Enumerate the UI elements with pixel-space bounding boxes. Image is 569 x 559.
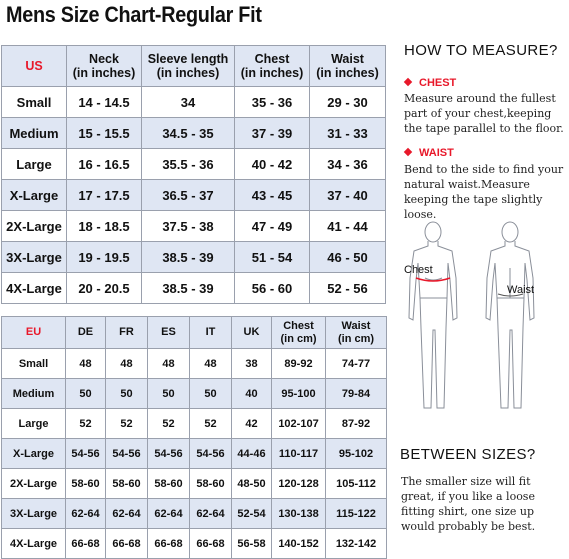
eu-table-cell: 105-112 [326,469,387,499]
us-table-cell: 17 - 17.5 [67,180,142,211]
eu-table-cell: 66-68 [148,529,190,559]
us-table-cell: 43 - 45 [235,180,310,211]
us-header-cell [235,46,310,87]
eu-table-cell: 56-58 [232,529,272,559]
us-table-cell: 47 - 49 [235,211,310,242]
how-to-measure-heading: HOW TO MEASURE? [404,42,558,59]
eu-size-label: Large [2,409,66,439]
eu-table-cell: 54-56 [106,439,148,469]
eu-table-cell: 48 [106,349,148,379]
eu-table-cell: 54-56 [148,439,190,469]
us-table-row [2,149,386,180]
eu-table-cell: 140-152 [272,529,326,559]
us-header-text: (in inches) [316,66,379,80]
eu-header-cell [66,317,106,349]
eu-table-cell: 54-56 [190,439,232,469]
eu-table-row [2,349,387,379]
us-size-label: X-Large [2,180,67,211]
eu-header-text: DE [77,326,94,338]
us-header-text: US [25,59,43,73]
eu-header-text: Waist [341,319,371,332]
figure-waist-label: Waist [507,284,535,296]
eu-table-cell: 50 [190,379,232,409]
eu-table-cell: 74-77 [326,349,387,379]
eu-table-row [2,379,387,409]
eu-table-cell: 52 [190,409,232,439]
us-table-cell: 20 - 20.5 [67,273,142,304]
eu-table-cell: 130-138 [272,499,326,529]
eu-size-label: Small [2,349,66,379]
eu-table-cell: 50 [106,379,148,409]
front-figure [409,222,457,408]
us-header-text: Sleeve length [147,52,229,66]
us-table-cell: 31 - 33 [310,118,386,149]
us-table-cell: 16 - 16.5 [67,149,142,180]
eu-table-cell: 110-117 [272,439,326,469]
eu-table-cell: 52-54 [232,499,272,529]
eu-table-cell: 54-56 [66,439,106,469]
eu-table-cell: 48 [148,349,190,379]
eu-table-cell: 58-60 [106,469,148,499]
eu-table-cell: 62-64 [66,499,106,529]
eu-table-row [2,409,387,439]
us-table-cell: 46 - 50 [310,242,386,273]
us-table-row [2,118,386,149]
chest-label: CHEST [419,77,457,89]
eu-table-cell: 52 [106,409,148,439]
eu-table-cell: 50 [148,379,190,409]
back-figure [486,222,534,408]
eu-table-cell: 102-107 [272,409,326,439]
between-sizes-heading: BETWEEN SIZES? [400,446,536,463]
us-table-cell: 19 - 19.5 [67,242,142,273]
figure-chest-label: Chest [404,264,433,276]
us-table-cell: 34 - 36 [310,149,386,180]
us-table-row [2,273,386,304]
eu-table-cell: 66-68 [66,529,106,559]
us-table-cell: 36.5 - 37 [142,180,235,211]
us-table-row [2,211,386,242]
eu-table-cell: 40 [232,379,272,409]
us-table-cell: 29 - 30 [310,87,386,118]
eu-table-cell: 95-100 [272,379,326,409]
us-table-cell: 51 - 54 [235,242,310,273]
eu-table-cell: 95-102 [326,439,387,469]
us-header-text: (in inches) [72,66,136,80]
eu-table-cell: 52 [66,409,106,439]
eu-size-label: 3X-Large [2,499,66,529]
eu-table-row [2,469,387,499]
chart-title: Mens Size Chart-Regular Fit [6,2,262,27]
us-table-cell: 37 - 39 [235,118,310,149]
eu-table-cell: 87-92 [326,409,387,439]
eu-table-cell: 132-142 [326,529,387,559]
us-table-cell: 56 - 60 [235,273,310,304]
waist-label: WAIST [419,147,454,159]
us-size-label: 3X-Large [2,242,67,273]
eu-table-cell: 58-60 [66,469,106,499]
us-size-label: 2X-Large [2,211,67,242]
us-header-text: Neck [89,52,119,66]
us-header-text: (in inches) [156,66,220,80]
eu-table-row [2,439,387,469]
eu-size-label: 2X-Large [2,469,66,499]
eu-table-cell: 42 [232,409,272,439]
eu-header-cell [272,317,326,349]
us-size-label: Large [2,149,67,180]
us-table-cell: 52 - 56 [310,273,386,304]
us-table-cell: 38.5 - 39 [142,273,235,304]
eu-table-cell: 50 [66,379,106,409]
eu-header-text: ES [161,326,176,338]
eu-table-cell: 58-60 [190,469,232,499]
waist-subheading [405,147,454,159]
us-table-cell: 35 - 36 [235,87,310,118]
eu-table-cell: 120-128 [272,469,326,499]
eu-table-cell: 79-84 [326,379,387,409]
us-table-row [2,87,386,118]
us-header-cell [310,46,386,87]
eu-table-row [2,499,387,529]
us-table-row [2,242,386,273]
us-table-cell: 37 - 40 [310,180,386,211]
eu-header-cell [190,317,232,349]
eu-table-row [2,529,387,559]
chest-subheading [405,77,456,89]
eu-size-label: X-Large [2,439,66,469]
eu-table-cell: 66-68 [190,529,232,559]
eu-header-text: IT [205,326,216,338]
eu-table-cell: 62-64 [106,499,148,529]
us-table-cell: 41 - 44 [310,211,386,242]
eu-size-table [1,316,387,559]
chest-instructions: Measure around the fullest part of your chest,keeping the tape parallel to the floor. [404,92,564,135]
eu-table-cell: 89-92 [272,349,326,379]
us-table-cell: 38.5 - 39 [142,242,235,273]
us-table-cell: 37.5 - 38 [142,211,235,242]
us-table-cell: 40 - 42 [235,149,310,180]
us-table-cell: 14 - 14.5 [67,87,142,118]
eu-header-text: (in cm) [280,332,317,345]
eu-table-cell: 38 [232,349,272,379]
eu-table-cell: 58-60 [148,469,190,499]
us-table-cell: 18 - 18.5 [67,211,142,242]
eu-header-cell [232,317,272,349]
eu-table-cell: 48 [66,349,106,379]
eu-header-text: EU [25,326,42,338]
us-table-row [2,180,386,211]
us-size-label: Small [2,87,67,118]
us-size-label: Medium [2,118,67,149]
us-header-text: Chest [254,52,290,66]
eu-header-text: Chest [283,319,314,332]
us-size-label: 4X-Large [2,273,67,304]
us-table-cell: 34 [142,87,235,118]
us-table-cell: 34.5 - 35 [142,118,235,149]
eu-table-cell: 48 [190,349,232,379]
eu-size-label: Medium [2,379,66,409]
eu-header-cell [2,317,66,349]
eu-header-text: (in cm) [337,332,375,345]
eu-size-label: 4X-Large [2,529,66,559]
eu-table-cell: 52 [148,409,190,439]
eu-table-cell: 66-68 [106,529,148,559]
eu-table-cell: 44-46 [232,439,272,469]
us-header-text: Waist [331,52,364,66]
eu-header-text: FR [119,326,134,338]
us-header-cell [2,46,67,87]
eu-table-cell: 62-64 [190,499,232,529]
diamond-bullet-icon [404,148,412,156]
us-size-table [1,45,386,304]
waist-instructions: Bend to the side to find your natural waist.Measure keeping the tape slightly loose. [404,163,564,221]
diamond-bullet-icon [404,78,412,86]
us-header-row [2,46,386,87]
eu-table-cell: 62-64 [148,499,190,529]
eu-table-cell: 115-122 [326,499,387,529]
us-header-cell [67,46,142,87]
eu-header-cell [148,317,190,349]
body-measurement-figure [400,218,560,418]
between-sizes-text: The smaller size will fit great, if you like a loose fitting shirt, one size up would probably be best. [401,475,536,533]
eu-header-text: UK [243,326,260,338]
us-table-cell: 35.5 - 36 [142,149,235,180]
eu-header-cell [326,317,387,349]
eu-header-cell [106,317,148,349]
eu-header-row [2,317,387,349]
us-header-cell [142,46,235,87]
eu-table-cell: 48-50 [232,469,272,499]
us-table-cell: 15 - 15.5 [67,118,142,149]
us-header-text: (in inches) [240,66,304,80]
